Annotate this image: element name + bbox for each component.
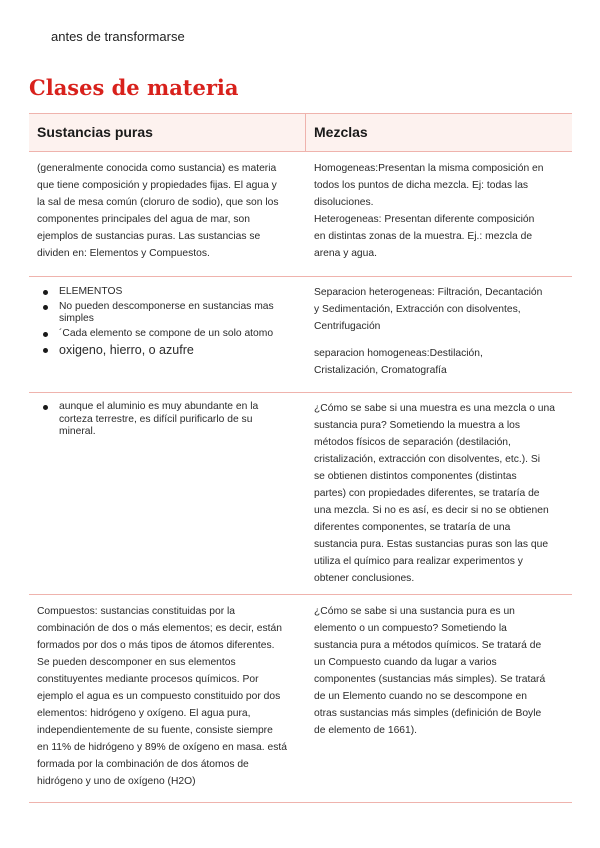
mezclas-definition: Homogeneas:Presentan la misma composición en todos los puntos de dicha mezcla. Ej: todas las disoluciones. Heterogeneas: Presentan diferente composición en distintas zonas de la muestra. Ej.: mezcla de arena y agua. xyxy=(314,163,544,259)
header-sustancias-puras: Sustancias puras xyxy=(29,114,306,151)
cell-right xyxy=(306,277,572,392)
list-item: ´Cada elemento se compone de un solo atomo xyxy=(41,328,298,341)
table-row xyxy=(29,393,572,595)
cell-left xyxy=(29,595,306,802)
cell-right xyxy=(306,393,572,594)
bullet-icon xyxy=(43,405,48,410)
page-title: Clases de materia xyxy=(29,75,239,100)
list-item: No pueden descomponerse en sustancias mas simples xyxy=(41,301,298,326)
cell-right xyxy=(306,152,572,276)
comparison-table xyxy=(29,113,572,803)
list-item: aunque el aluminio es muy abundante en la corteza terrestre, es difícil purificarlo de su mineral. xyxy=(41,401,298,439)
cell-left xyxy=(29,393,306,594)
table-row xyxy=(29,277,572,393)
separacion-heterogeneas: Separacion heterogeneas: Filtración, Decantación y Sedimentación, Extracción con disolventes, Centrifugación xyxy=(314,287,543,332)
table-row xyxy=(29,152,572,277)
aluminio-list xyxy=(37,401,298,439)
bullet-icon xyxy=(43,332,48,337)
cell-left xyxy=(29,277,306,392)
bullet-icon xyxy=(43,348,48,353)
bullet-icon xyxy=(43,305,48,310)
header-mezclas: Mezclas xyxy=(314,124,368,140)
separacion-homogeneas: separacion homogeneas:Destilación, Cristalización, Cromatografía xyxy=(314,348,483,376)
elemento-o-compuesto-explanation: ¿Cómo se sabe si una sustancia pura es un elemento o un compuesto? Sometiendo la sustancia pura a métodos químicos. Se tratará de un Compuesto cuando da lugar a varios componentes (sustancias más simples). Se tratará de un Elemento cuando no se descompone en otras sustancias más simples (definición de Boyle de elemento de 1661). xyxy=(314,606,546,736)
compuestos-definition: Compuestos: sustancias constituidas por la combinación de dos o más elementos; es decir, están formados por dos o más tipos de átomos diferentes. Se pueden descomponer en sus elementos constituyentes mediante procesos químicos. Por ejemplo el agua es un compuesto constituido por dos elementos: hidrógeno y oxígeno. El agua pura, independientemente de su fuente, consiste siempre en 11% de hidrógeno y 89% de oxígeno en masa. está formada por la combinación de dos átomos de hidrógeno y uno de oxígeno (H2O) xyxy=(37,606,287,787)
cell-left xyxy=(29,152,306,276)
top-note: antes de transformarse xyxy=(51,29,185,44)
list-item: ELEMENTOS xyxy=(41,286,298,299)
elementos-list xyxy=(37,286,298,358)
list-item: oxigeno, hierro, o azufre xyxy=(41,342,298,358)
bullet-icon xyxy=(43,290,48,295)
mezcla-o-pura-explanation: ¿Cómo se sabe si una muestra es una mezcla o una sustancia pura? Sometiendo la muestra a los métodos físicos de separación (destilación, cristalización, extracción con disolventes, etc.). Si se obtienen distintos componentes (distintas partes) con propiedades diferentes, se trataría de una mezcla. Si no es así, es decir si no se obtienen diferentes componentes, se trataría de una sustancia pura. Estas sustancias puras son las que utiliza el químico para realizar experimentos y obtener conclusiones. xyxy=(314,403,555,584)
sustancias-puras-definition: (generalmente conocida como sustancia) es materia que tiene composición y propiedades fijas. El agua y la sal de mesa común (cloruro de sodio), que son los componentes principales del agua de mar, son ejemplos de sustancias puras. Las sustancias se dividen en: Elementos y Compuestos. xyxy=(37,163,279,259)
table-header-row xyxy=(29,113,572,152)
cell-right xyxy=(306,595,572,802)
table-row xyxy=(29,595,572,803)
